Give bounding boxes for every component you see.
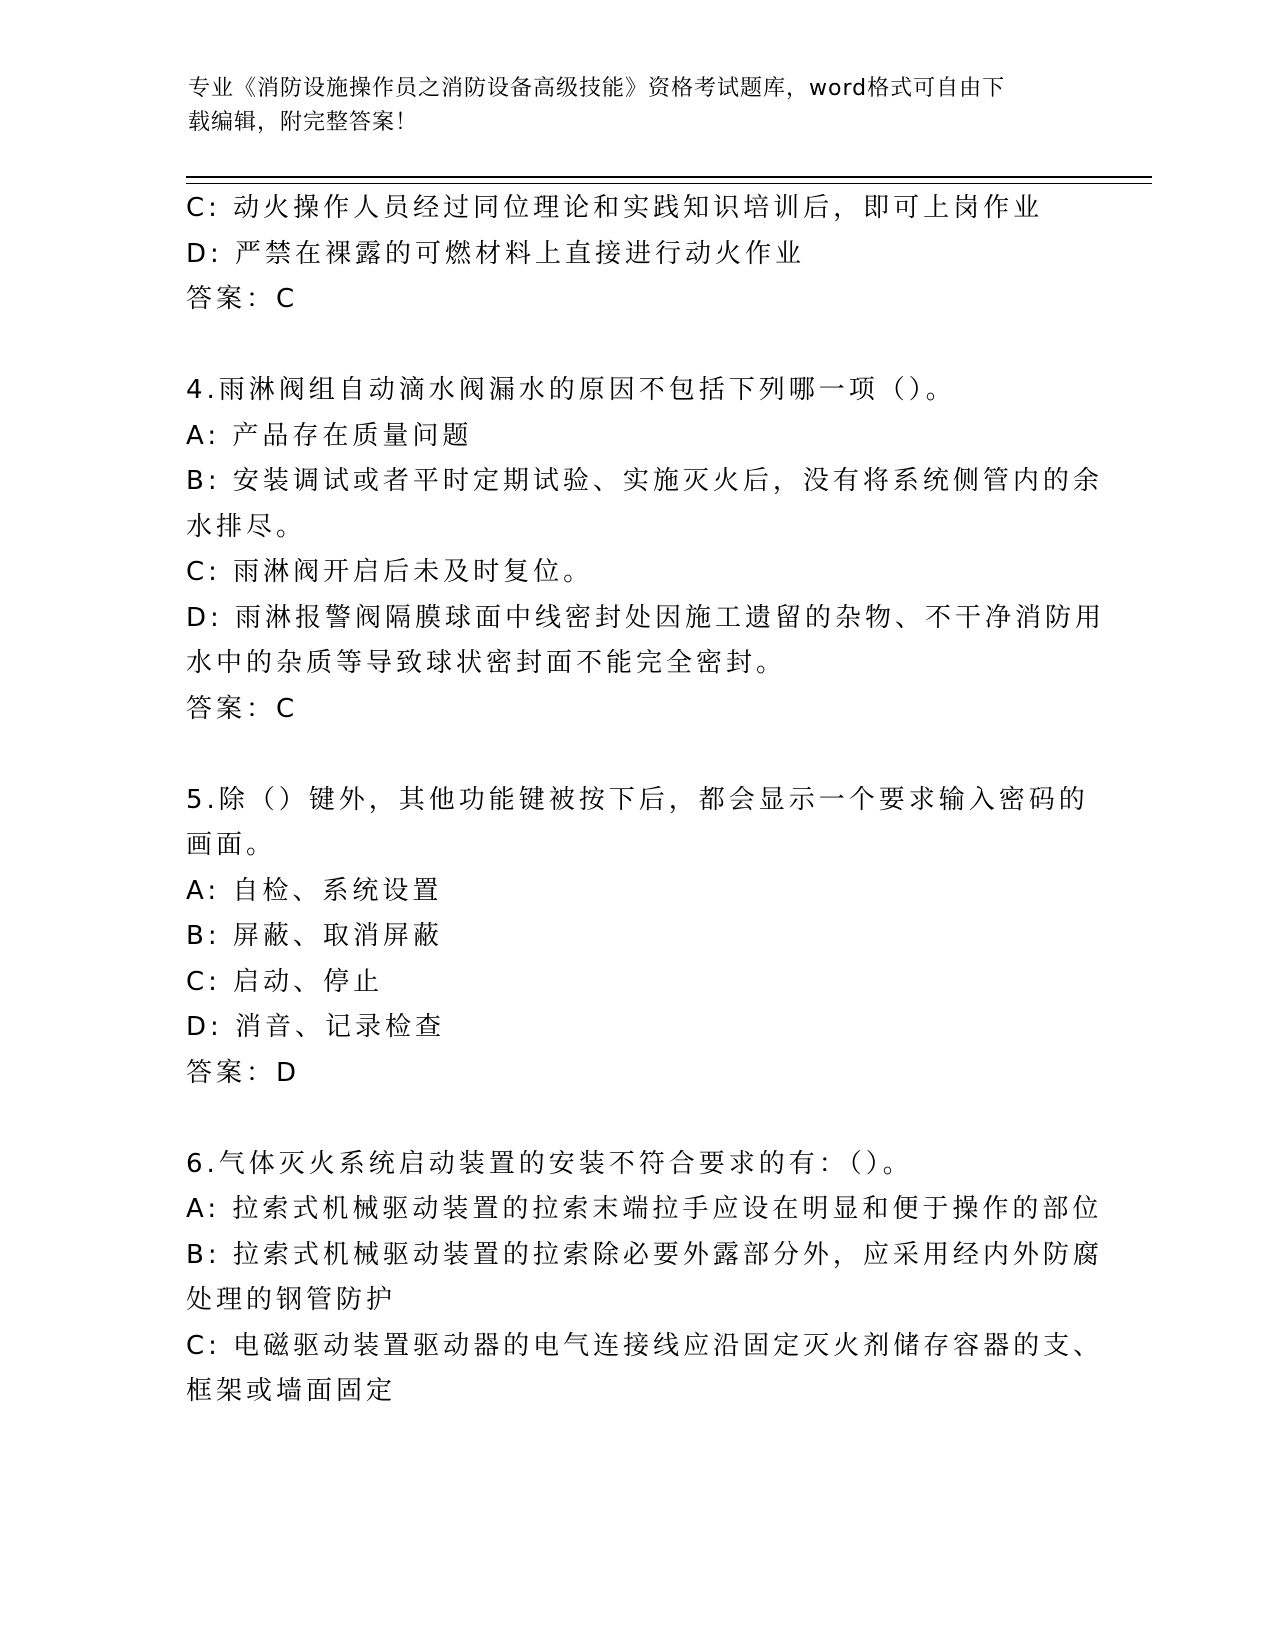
spacer [186, 1096, 1086, 1142]
question-text-continued: 画面。 [186, 830, 277, 860]
answer: 答案：C [186, 693, 299, 724]
option-b-continued: 水排尽。 [186, 511, 307, 542]
spacer [186, 323, 1086, 369]
question-5 [186, 778, 1089, 1097]
option-a: A: 拉索式机械驱动装置的拉索末端拉手应设在明显和便于操作的部位 [186, 1194, 1103, 1224]
question-text: 5.除（）键外，其他功能键被按下后，都会显示一个要求输入密码的 [186, 784, 1089, 815]
question-6 [186, 1142, 1104, 1415]
option-d: D: 雨淋报警阀隔膜球面中线密封处因施工遗留的杂物、不干净消防用 [186, 602, 1106, 633]
option-a: A: 自检、系统设置 [186, 875, 443, 906]
option-b: B: 屏蔽、取消屏蔽 [186, 921, 443, 951]
answer: 答案：D [186, 1057, 301, 1088]
option-c: C: 电磁驱动装置驱动器的电气连接线应沿固定灭火剂储存容器的支、 [186, 1330, 1104, 1361]
option-c: C: 动火操作人员经过同位理论和实践知识培训后，即可上岗作业 [186, 193, 1044, 223]
spacer [186, 732, 1086, 778]
option-b: B: 拉索式机械驱动装置的拉索除必要外露部分外，应采用经内外防腐 [186, 1239, 1103, 1270]
question-3-tail [186, 186, 1086, 323]
option-d-continued: 水中的杂质等导致球状密封面不能完全密封。 [186, 648, 787, 678]
option-c-continued: 框架或墙面固定 [186, 1376, 397, 1406]
option-d: D: 消音、记录检查 [186, 1012, 446, 1042]
option-a: A: 产品存在质量问题 [186, 420, 473, 451]
question-text: 6.气体灭火系统启动装置的安装不符合要求的有：（）。 [186, 1148, 913, 1179]
question-text: 4.雨淋阀组自动滴水阀漏水的原因不包括下列哪一项（）。 [186, 375, 956, 405]
option-b-continued: 处理的钢管防护 [186, 1285, 397, 1315]
question-4 [186, 368, 1106, 732]
header-line: 专业《消防设施操作员之消防设备高级技能》资格考试题库，word格式可自由下 [188, 76, 1006, 101]
option-c: C: 启动、停止 [186, 966, 384, 997]
document-body [186, 186, 1106, 1415]
header-line: 载编辑，附完整答案！ [188, 110, 419, 135]
option-c: C: 雨淋阀开启后未及时复位。 [186, 557, 594, 587]
header-divider [186, 176, 1152, 184]
option-b: B: 安装调试或者平时定期试验、实施灭火后，没有将系统侧管内的余 [186, 466, 1103, 496]
page-header [188, 72, 1068, 140]
option-d: D: 严禁在裸露的可燃材料上直接进行动火作业 [186, 238, 806, 269]
answer: 答案：C [186, 284, 299, 314]
